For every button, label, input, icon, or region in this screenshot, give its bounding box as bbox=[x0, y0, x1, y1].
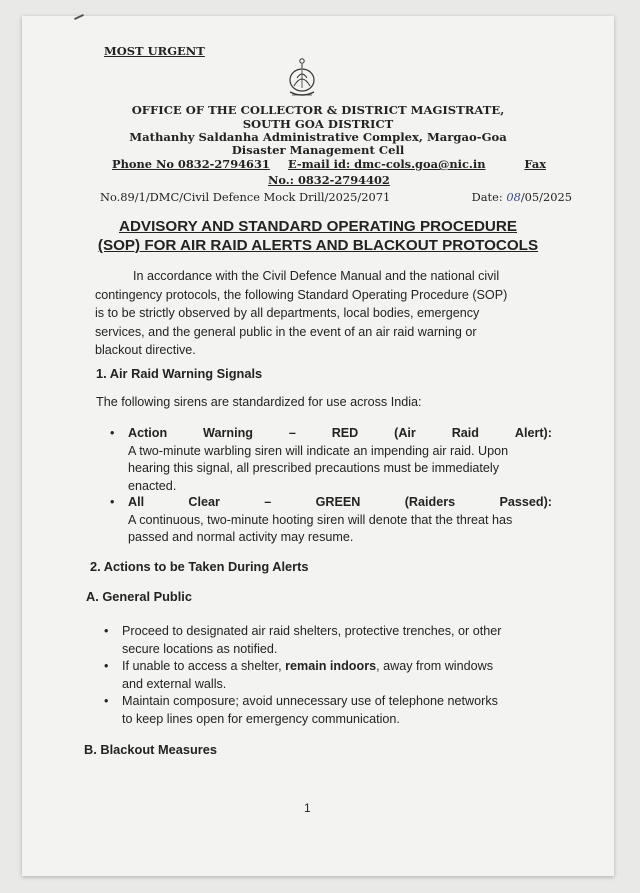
most-urgent-label: MOST URGENT bbox=[104, 44, 205, 58]
bullet-line: Proceed to designated air raid shelters, protective trenches, or other bbox=[122, 624, 502, 638]
bullet-line: enacted. bbox=[128, 478, 177, 493]
blackout-measures-heading: B. Blackout Measures bbox=[84, 742, 217, 757]
intro-line: In accordance with the Civil Defence Manual and the national civil bbox=[133, 269, 500, 283]
intro-line: contingency protocols, the following Standard Operating Procedure (SOP) bbox=[95, 287, 508, 302]
bullet-line: A two-minute warbling siren will indicate an impending air raid. Upon bbox=[128, 443, 509, 458]
reference-number: No.89/1/DMC/Civil Defence Mock Drill/2025/2071 bbox=[100, 190, 391, 204]
bullet-dot: • bbox=[104, 694, 109, 708]
fax-number: No.: 0832-2794402 bbox=[268, 173, 390, 187]
bullet-dot: • bbox=[104, 624, 109, 638]
bullet-line: to keep lines open for emergency communication. bbox=[122, 711, 400, 726]
bullet-dot: • bbox=[110, 495, 115, 509]
all-clear-title: All Clear – GREEN (Raiders Passed): bbox=[128, 495, 552, 509]
office-address: Mathanhy Saldanha Administrative Complex, Margao-Goa bbox=[129, 130, 507, 144]
bullet-dot: • bbox=[110, 426, 115, 440]
bullet-line: passed and normal activity may resume. bbox=[128, 530, 354, 544]
pen-mark bbox=[74, 14, 84, 20]
bullet-line: A continuous, two-minute hooting siren will denote that the threat has bbox=[128, 512, 513, 527]
document-title-line1: ADVISORY AND STANDARD OPERATING PROCEDURE bbox=[119, 218, 517, 235]
section-1-heading: 1. Air Raid Warning Signals bbox=[96, 366, 263, 381]
bullet-action-warning bbox=[110, 425, 552, 495]
office-title-line1: OFFICE OF THE COLLECTOR & DISTRICT MAGISTRATE, bbox=[131, 103, 505, 117]
document-date bbox=[472, 190, 572, 204]
disaster-cell: Disaster Management Cell bbox=[231, 143, 405, 157]
bullet-remain-indoors bbox=[104, 658, 552, 693]
intro-line: is to be strictly observed by all departments, local bodies, emergency bbox=[95, 306, 480, 321]
bullet-line: secure locations as notified. bbox=[122, 641, 278, 656]
bullet-line: and external walls. bbox=[122, 676, 227, 691]
intro-paragraph bbox=[95, 267, 539, 360]
phone-number: Phone No 0832-2794631 bbox=[112, 157, 270, 171]
section-2-heading: 2. Actions to be Taken During Alerts bbox=[90, 559, 309, 574]
date-month-year: /05/2025 bbox=[520, 190, 572, 204]
page-number: 1 bbox=[304, 801, 311, 815]
bullet-dot: • bbox=[104, 659, 109, 673]
bullet-all-clear bbox=[110, 494, 552, 547]
intro-line: blackout directive. bbox=[95, 343, 196, 358]
general-public-heading: A. General Public bbox=[86, 589, 192, 604]
state-emblem-icon bbox=[284, 56, 320, 100]
intro-line: services, and the general public in the event of an air raid warning or bbox=[95, 324, 477, 339]
bullet-line: hearing this signal, all prescribed precautions must be immediately bbox=[128, 461, 499, 475]
email-address: E-mail id: dmc-cols.goa@nic.in bbox=[288, 157, 486, 171]
fax-label: Fax bbox=[524, 157, 546, 171]
bullet-line: Maintain composure; avoid unnecessary use of telephone networks bbox=[122, 694, 498, 708]
date-day-handwritten: 08 bbox=[506, 190, 521, 204]
document-title-line2: (SOP) FOR AIR RAID ALERTS AND BLACKOUT PROTOCOLS bbox=[97, 237, 539, 254]
sirens-lead: The following sirens are standardized for use across India: bbox=[96, 395, 422, 409]
date-label: Date: bbox=[471, 190, 503, 204]
bullet-line: If unable to access a shelter, remain indoors, away from windows bbox=[122, 659, 493, 673]
action-warning-title: Action Warning – RED (Air Raid Alert): bbox=[128, 426, 552, 440]
bullet-composure bbox=[104, 693, 552, 728]
office-title-line2: SOUTH GOA DISTRICT bbox=[242, 117, 394, 131]
document-page bbox=[22, 16, 614, 876]
bullet-shelters bbox=[104, 623, 552, 658]
